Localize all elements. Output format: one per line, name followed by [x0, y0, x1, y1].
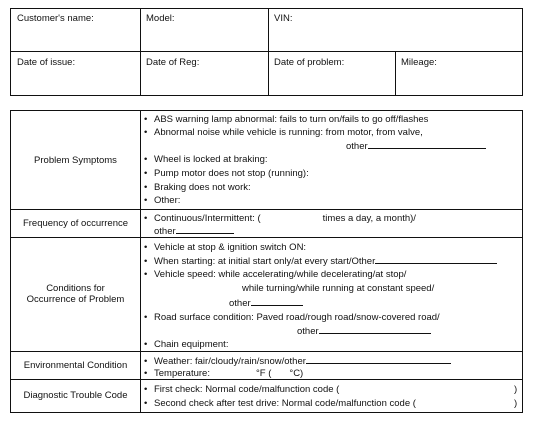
symptom-table	[10, 110, 523, 413]
symptom-text: Pump motor does not stop (running):	[154, 168, 309, 179]
symptom-abnormal-noise	[144, 127, 423, 138]
other-blank[interactable]	[375, 255, 497, 264]
condition-speed-other	[229, 297, 303, 309]
bullet: •	[144, 168, 148, 179]
table-divider	[140, 111, 141, 412]
customer-name-label: Customer's name:	[17, 13, 94, 24]
bullet: •	[144, 398, 148, 409]
bullet: •	[144, 182, 148, 193]
dtc-first-check	[144, 384, 339, 395]
environment-text: Weather: fair/cloudy/rain/snow/other	[154, 356, 306, 367]
other-label: other	[297, 326, 319, 337]
table-divider	[11, 209, 522, 210]
table-divider	[11, 351, 522, 352]
bullet: •	[144, 368, 148, 379]
symptom-text: Braking does not work:	[154, 182, 251, 193]
table-divider	[140, 9, 141, 95]
dtc-second-close: )	[514, 398, 518, 409]
date-of-issue-label: Date of issue:	[17, 57, 76, 68]
condition-text: Vehicle at stop & ignition switch ON:	[154, 242, 307, 253]
temperature-c: °C)	[289, 368, 304, 379]
bullet: •	[144, 195, 148, 206]
dtc-text: First check: Normal code/malfunction code (	[154, 384, 340, 395]
conditions-label-line1: Conditions for	[46, 283, 105, 294]
mileage-label: Mileage:	[401, 57, 437, 68]
symptom-wheel-locked	[144, 154, 268, 165]
symptom-text: Wheel is locked at braking:	[154, 154, 268, 165]
condition-road-other	[297, 325, 431, 337]
frequency-continuous	[144, 213, 416, 224]
dtc-text: Second check after test drive: Normal code/malfunction code (	[154, 398, 416, 409]
bullet: •	[144, 256, 148, 267]
table-divider	[395, 51, 396, 95]
bullet: •	[144, 339, 148, 350]
condition-text: Road surface condition: Paved road/rough road/snow-covered road/	[154, 312, 440, 323]
dtc-first-close: )	[514, 384, 518, 395]
table-divider	[11, 237, 522, 238]
environment-temperature	[144, 368, 303, 379]
condition-text: Vehicle speed: while accelerating/while decelerating/at stop/	[154, 269, 407, 280]
other-label: other	[346, 141, 368, 152]
symptom-other	[144, 195, 180, 206]
environment-text: Temperature:	[154, 368, 210, 379]
date-of-problem-label: Date of problem:	[274, 57, 345, 68]
condition-vehicle-speed	[144, 269, 406, 280]
table-divider	[11, 379, 522, 380]
other-label: other	[229, 298, 251, 309]
environment-weather	[144, 355, 451, 367]
conditions-label-line2: Occurrence of Problem	[26, 294, 125, 305]
other-label: other	[154, 226, 176, 237]
vin-label: VIN:	[274, 13, 293, 24]
table-divider	[268, 9, 269, 95]
bullet: •	[144, 213, 148, 224]
symptom-text: ABS warning lamp abnormal: fails to turn on/fails to go off/flashes	[154, 114, 429, 125]
symptom-pump-motor	[144, 168, 309, 179]
bullet: •	[144, 384, 148, 395]
bullet: •	[144, 127, 148, 138]
bullet: •	[144, 154, 148, 165]
bullet: •	[144, 356, 148, 367]
bullet: •	[144, 312, 148, 323]
frequency-times-text: times a day, a month)/	[322, 213, 416, 224]
environmental-condition-label: Environmental Condition	[23, 360, 128, 371]
condition-turning: while turning/while running at constant speed/	[242, 283, 435, 294]
bullet: •	[144, 269, 148, 280]
symptom-text: Abnormal noise while vehicle is running: from motor, from valve,	[154, 127, 423, 138]
symptom-text: Other:	[154, 195, 181, 206]
frequency-label: Frequency of occurrence	[22, 218, 129, 229]
symptom-braking	[144, 182, 251, 193]
date-of-reg-label: Date of Reg:	[146, 57, 200, 68]
condition-chain-equipment	[144, 339, 228, 350]
other-blank[interactable]	[176, 225, 234, 234]
other-blank[interactable]	[319, 325, 431, 334]
symptom-abs-warning	[144, 114, 428, 125]
frequency-other	[154, 225, 234, 237]
condition-vehicle-stop	[144, 242, 306, 253]
condition-text: When starting: at initial start only/at every start/Other	[154, 256, 376, 267]
bullet: •	[144, 114, 148, 125]
customer-info-table	[10, 8, 523, 96]
problem-symptoms-label: Problem Symptoms	[34, 155, 117, 166]
condition-text: Chain equipment:	[154, 339, 229, 350]
other-blank[interactable]	[368, 140, 486, 149]
table-divider	[11, 51, 522, 52]
condition-road-surface	[144, 312, 440, 323]
temperature-f: °F (	[255, 368, 272, 379]
dtc-second-check	[144, 398, 416, 409]
model-label: Model:	[146, 13, 175, 24]
diagnostic-trouble-code-label: Diagnostic Trouble Code	[23, 390, 128, 401]
bullet: •	[144, 242, 148, 253]
condition-starting	[144, 255, 497, 267]
other-blank[interactable]	[306, 355, 451, 364]
frequency-text: Continuous/Intermittent: (	[154, 213, 261, 224]
other-blank[interactable]	[251, 297, 303, 306]
symptom-noise-other	[346, 140, 486, 152]
